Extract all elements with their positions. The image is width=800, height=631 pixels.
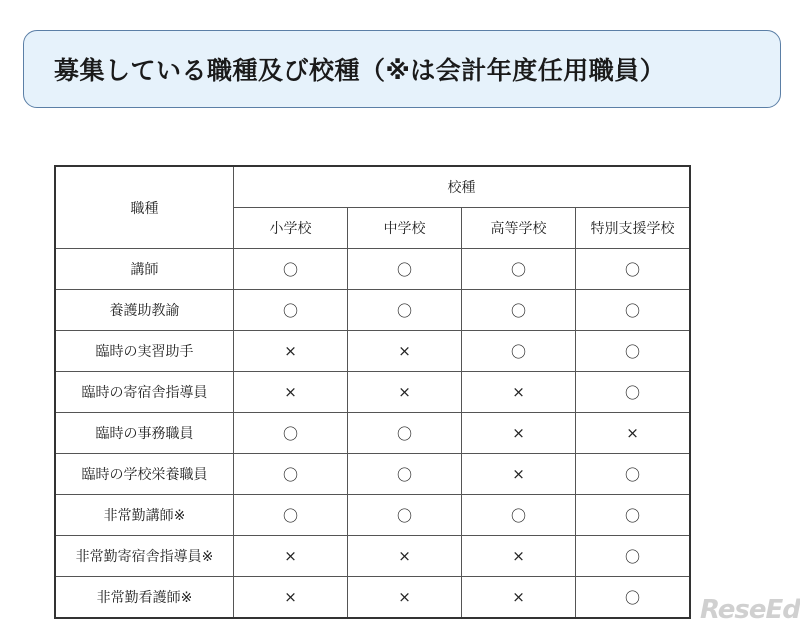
watermark-logo: ReseEd (700, 595, 800, 625)
mark-cell: 〇 (576, 331, 691, 372)
table-row (55, 413, 690, 454)
mark-cell: × (234, 577, 348, 619)
mark-cell: 〇 (348, 454, 462, 495)
mark-cell: 〇 (348, 249, 462, 290)
role-cell: 臨時の事務職員 (55, 413, 234, 454)
mark-cell: 〇 (576, 536, 691, 577)
mark-cell: × (462, 413, 576, 454)
recruitment-table (54, 165, 691, 619)
mark-cell: × (462, 372, 576, 413)
mark-cell: 〇 (576, 454, 691, 495)
mark-cell: × (576, 413, 691, 454)
mark-cell: × (348, 577, 462, 619)
mark-cell: × (348, 372, 462, 413)
mark-cell: 〇 (576, 372, 691, 413)
school-header-elementary: 小学校 (234, 208, 348, 249)
mark-cell: × (462, 536, 576, 577)
mark-cell: × (234, 331, 348, 372)
role-cell: 講師 (55, 249, 234, 290)
mark-cell: 〇 (462, 249, 576, 290)
title-banner (23, 30, 781, 108)
role-cell: 臨時の寄宿舎指導員 (55, 372, 234, 413)
mark-cell: × (234, 372, 348, 413)
role-cell: 臨時の実習助手 (55, 331, 234, 372)
mark-cell: 〇 (234, 454, 348, 495)
table-row (55, 331, 690, 372)
table-header-row (55, 166, 690, 208)
mark-cell: 〇 (462, 331, 576, 372)
table-row (55, 495, 690, 536)
school-type-header: 校種 (234, 166, 691, 208)
role-cell: 養護助教諭 (55, 290, 234, 331)
role-cell: 非常勤講師※ (55, 495, 234, 536)
school-header-junior-high: 中学校 (348, 208, 462, 249)
mark-cell: 〇 (462, 495, 576, 536)
mark-cell: × (348, 536, 462, 577)
role-column-header: 職種 (55, 166, 234, 249)
mark-cell: 〇 (576, 290, 691, 331)
role-cell: 非常勤看護師※ (55, 577, 234, 619)
mark-cell: 〇 (348, 290, 462, 331)
mark-cell: 〇 (234, 290, 348, 331)
page-title: 募集している職種及び校種（※は会計年度任用職員） (54, 56, 666, 85)
mark-cell: × (462, 577, 576, 619)
role-cell: 非常勤寄宿舎指導員※ (55, 536, 234, 577)
mark-cell: × (234, 536, 348, 577)
table-row (55, 372, 690, 413)
school-header-high: 高等学校 (462, 208, 576, 249)
mark-cell: 〇 (576, 577, 691, 619)
mark-cell: 〇 (234, 495, 348, 536)
table-row (55, 577, 690, 619)
table-row (55, 249, 690, 290)
mark-cell: 〇 (462, 290, 576, 331)
table-row (55, 454, 690, 495)
role-cell: 臨時の学校栄養職員 (55, 454, 234, 495)
table-row (55, 290, 690, 331)
mark-cell: 〇 (348, 413, 462, 454)
mark-cell: 〇 (576, 249, 691, 290)
mark-cell: 〇 (234, 413, 348, 454)
mark-cell: 〇 (576, 495, 691, 536)
mark-cell: 〇 (348, 495, 462, 536)
mark-cell: 〇 (234, 249, 348, 290)
school-header-special-support: 特別支援学校 (576, 208, 691, 249)
mark-cell: × (348, 331, 462, 372)
mark-cell: × (462, 454, 576, 495)
table-row (55, 536, 690, 577)
